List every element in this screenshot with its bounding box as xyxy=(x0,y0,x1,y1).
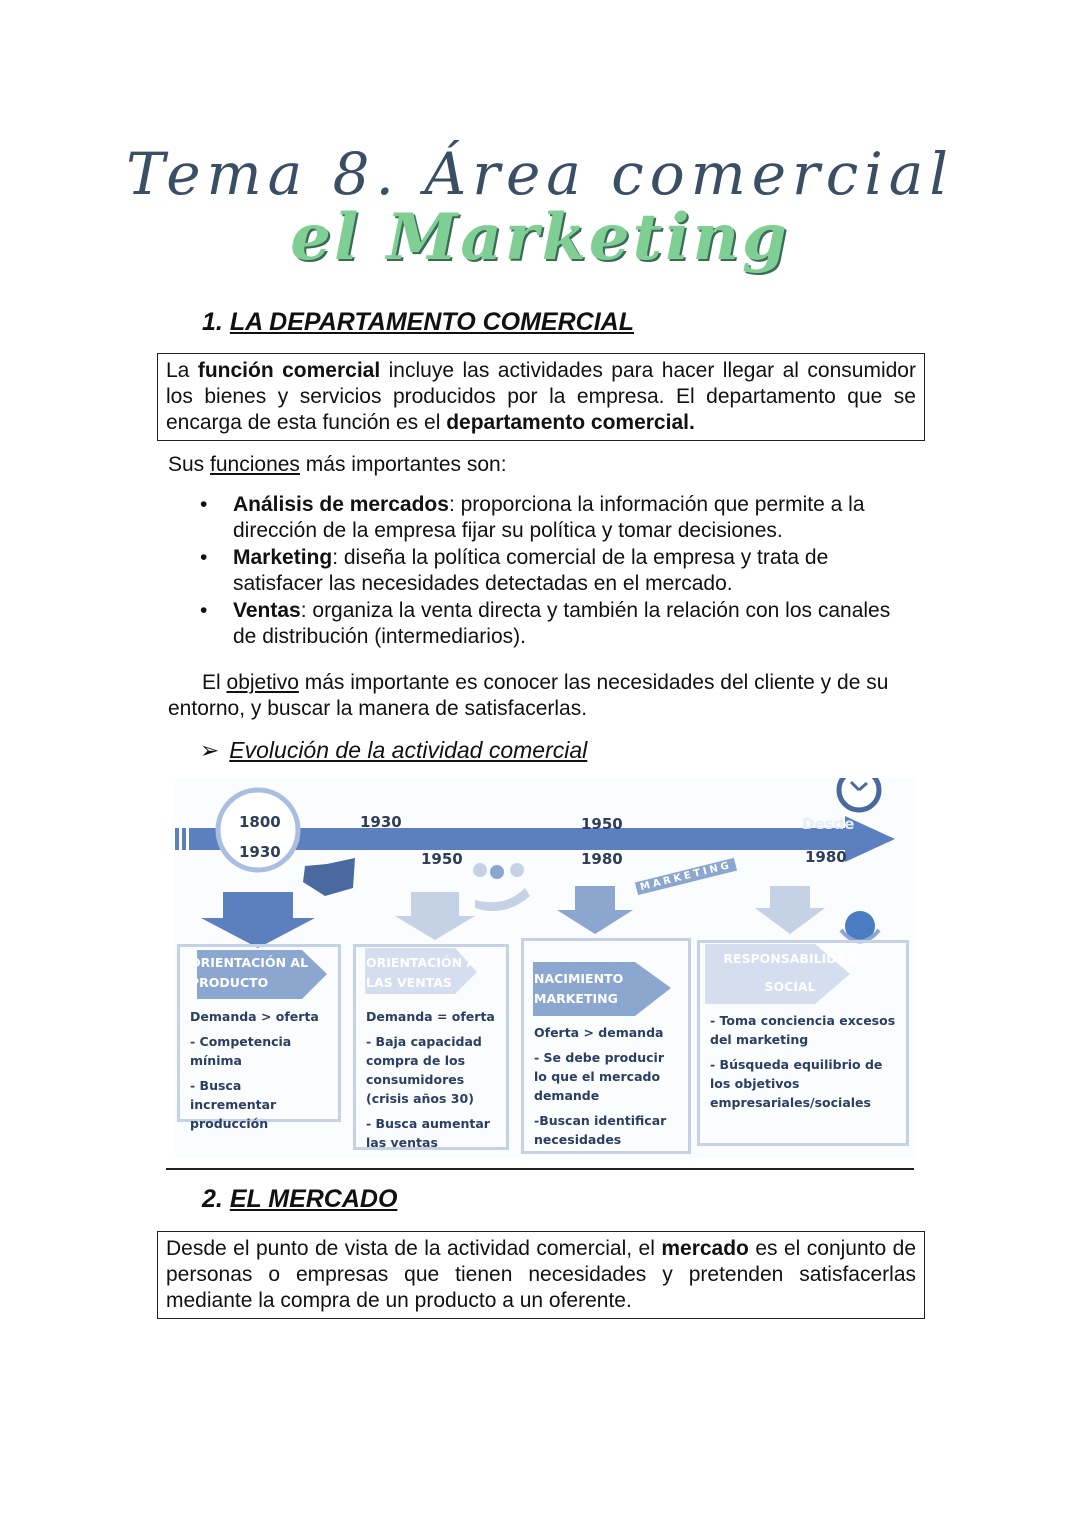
year-label: 1980 xyxy=(581,850,623,868)
definition-box xyxy=(157,353,925,441)
header-line: LAS VENTAS xyxy=(366,975,452,990)
def-text: incluye las actividades para hacer llegar al consumidor los bienes y servicios producidos por la empresa. El departamento que se encarga de esta función es el xyxy=(166,359,916,434)
year-label: 1930 xyxy=(239,843,281,861)
intro-text: más importantes son: xyxy=(299,453,507,476)
year-label: 1950 xyxy=(581,815,623,833)
list-item xyxy=(200,598,900,650)
stage-header xyxy=(524,963,623,1009)
stage-line: Oferta > demanda xyxy=(534,1025,664,1040)
timeline-bar-stripe xyxy=(182,828,186,850)
function-text: : diseña la política comercial de la empresa y trata de satisfacer las necesidades detectadas en el mercado. xyxy=(233,546,829,595)
stage-header xyxy=(180,947,308,993)
header-line: RESPONSABILIDAD xyxy=(723,951,857,966)
box-icon xyxy=(303,858,355,896)
def-text: es el conjunto de personas o empresas que tienen necesidades y pretenden satisfacerlas mediante la compra de un producto a un oferente. xyxy=(166,1237,916,1312)
header-line: MARKETING xyxy=(534,991,618,1006)
market-definition-box xyxy=(157,1231,925,1319)
year-label: 1950 xyxy=(421,850,463,868)
coin-icon xyxy=(473,863,487,877)
function-term: Ventas xyxy=(233,599,301,622)
def-term: mercado xyxy=(661,1237,749,1260)
stage-line: - Busca aumentar las ventas xyxy=(366,1116,490,1150)
obj-text: El xyxy=(202,671,227,694)
list-item xyxy=(200,545,900,597)
stage-line: Demanda > oferta xyxy=(190,1009,319,1024)
coin-icon xyxy=(510,863,524,877)
functions-list xyxy=(200,492,900,651)
evolution-timeline xyxy=(175,778,915,1158)
stage-header xyxy=(700,943,870,997)
clock-icon xyxy=(839,778,879,810)
down-arrow-icon xyxy=(755,886,825,934)
objective-paragraph xyxy=(168,670,893,722)
def-text: La xyxy=(166,359,198,382)
year-label: 1800 xyxy=(239,813,281,831)
function-text: : organiza la venta directa y también la relación con los canales de distribución (intermediarios). xyxy=(233,599,891,648)
page-title-line2: el Marketing xyxy=(290,200,790,275)
stage-card-social xyxy=(697,940,909,1146)
stage-body xyxy=(534,1023,678,1155)
stage-body xyxy=(710,1011,896,1118)
stage-line: - Se debe producir lo que el mercado demande xyxy=(534,1050,664,1103)
section-divider xyxy=(166,1168,914,1170)
function-text: : proporciona la información que permite a la dirección de la empresa fijar su política y tomar decisiones. xyxy=(233,493,865,542)
function-term: Análisis de mercados xyxy=(233,493,449,516)
stage-body xyxy=(190,1007,328,1139)
stage-line: - Búsqueda equilibrio de los objetivos empresariales/sociales xyxy=(710,1057,883,1110)
section1-heading xyxy=(202,308,634,337)
obj-underlined: objetivo xyxy=(226,671,299,694)
section2-number: 2. xyxy=(202,1185,223,1213)
stage-card-product xyxy=(177,944,341,1131)
header-line: ORIENTACIÓN AL xyxy=(190,955,309,970)
stage-card-marketing xyxy=(521,938,691,1154)
stage-line: - Busca incrementar producción xyxy=(190,1078,277,1131)
stage-line: - Toma conciencia excesos del marketing xyxy=(710,1013,896,1047)
evolution-subheading xyxy=(200,737,587,764)
intro-text: Sus xyxy=(168,453,211,476)
header-line: NACIMIENTO xyxy=(534,971,624,986)
list-item xyxy=(200,492,900,544)
stage-card-sales xyxy=(353,944,509,1150)
stage-line: -Buscan identificar necesidades xyxy=(534,1113,667,1147)
stage-header xyxy=(356,947,476,993)
down-arrow-icon xyxy=(395,892,475,940)
def-text: Desde el punto de vista de la actividad comercial, el xyxy=(166,1237,662,1260)
down-arrow-icon xyxy=(557,886,633,934)
header-line: PRODUCTO xyxy=(190,975,269,990)
arrow-bullet-icon: ➢ xyxy=(200,737,220,763)
def-term: departamento comercial. xyxy=(446,411,695,434)
section1-number: 1. xyxy=(202,308,223,336)
stage-line: - Competencia mínima xyxy=(190,1034,292,1068)
timeline-bar-stripe xyxy=(175,828,179,850)
function-term: Marketing xyxy=(233,546,333,569)
header-line: SOCIAL xyxy=(764,979,816,994)
subheading-text: Evolución de la actividad comercial xyxy=(229,737,588,763)
stage-body xyxy=(366,1007,496,1158)
stage-line: Demanda = oferta xyxy=(366,1009,495,1024)
hand-icon xyxy=(475,888,530,911)
intro-underlined: funciones xyxy=(210,453,300,476)
header-line: ORIENTACIÓN A xyxy=(366,955,477,970)
down-arrow-icon xyxy=(201,892,315,948)
def-term: función comercial xyxy=(197,359,381,382)
stage-line: - Baja capacidad compra de los consumidores (crisis años 30) xyxy=(366,1034,482,1106)
coin-icon xyxy=(490,865,504,879)
marketing-tag: MARKETING xyxy=(635,858,737,895)
section2-heading xyxy=(202,1185,397,1214)
section1-title: LA DEPARTAMENTO COMERCIAL xyxy=(229,308,634,336)
functions-intro xyxy=(168,452,507,478)
year-label: 1930 xyxy=(360,813,402,831)
section2-title: EL MERCADO xyxy=(229,1185,398,1213)
year-label: 1980 xyxy=(805,848,847,866)
year-label: Desde xyxy=(802,815,855,833)
obj-text: más importante es conocer las necesidades del cliente y de su entorno, y buscar la manera de satisfacerlas. xyxy=(168,671,889,720)
page-title-line1: Tema 8. Área comercial xyxy=(126,140,954,208)
